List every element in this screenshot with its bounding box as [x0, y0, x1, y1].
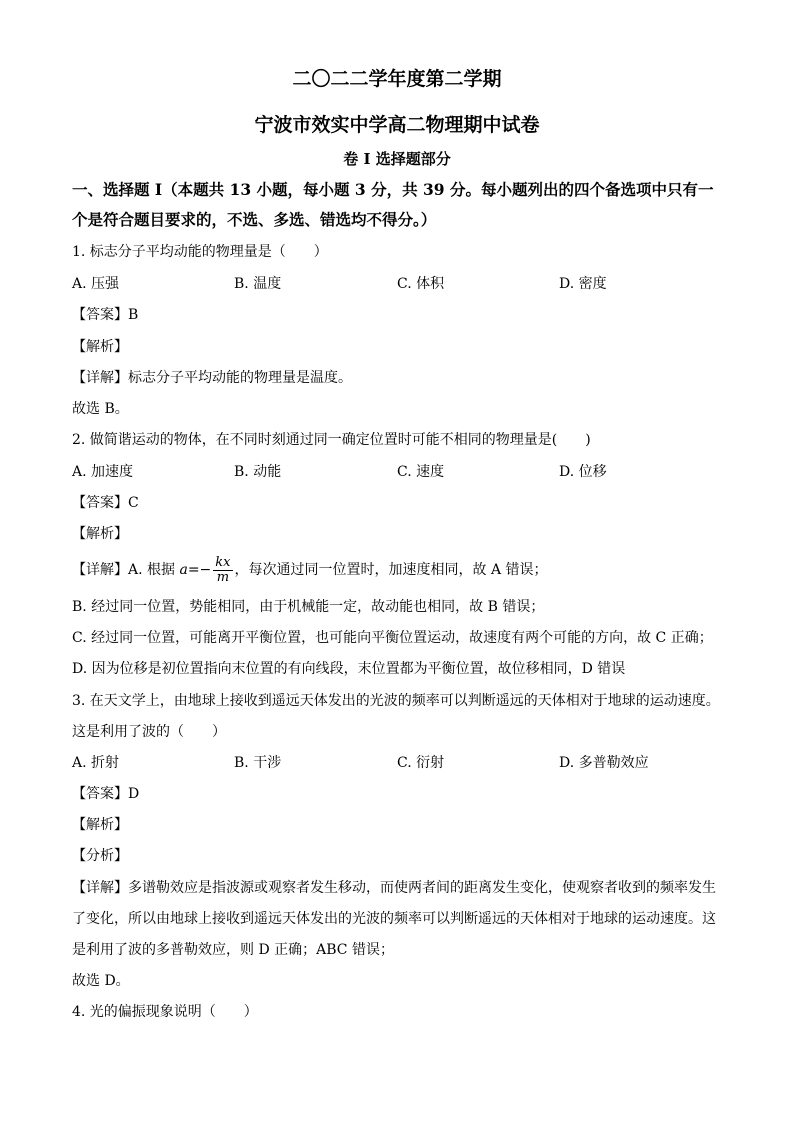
- q2-stem: 2. 做简谐运动的物体，在不同时刻通过同一确定位置时可能不相同的物理量是( ): [72, 432, 591, 448]
- formula-fraction: [213, 556, 232, 585]
- q3-fenxi: 【分析】: [72, 848, 128, 864]
- part-heading: 卷 I 选择题部分: [343, 150, 451, 168]
- exam-term-title: 二〇二二学年度第二学期: [292, 68, 502, 90]
- exam-school-title: 宁波市效实中学高二物理期中试卷: [254, 114, 540, 136]
- formula-lhs: a=−: [179, 562, 212, 578]
- q1-option-b: B. 温度: [234, 276, 282, 292]
- q3-answer: 【答案】D: [72, 786, 140, 802]
- q3-detail-line-2: 了变化，所以由地球上接收到遥远天体发出的光波的频率可以判断遥远的天体相对于地球的运动速度。这: [72, 911, 716, 927]
- q3-conclusion: 故选 D。: [72, 973, 130, 989]
- q1-analysis: 【解析】: [72, 339, 128, 355]
- q2-analysis: 【解析】: [72, 526, 128, 542]
- q1-conclusion: 故选 B。: [72, 401, 129, 417]
- q3-detail-line-3: 是利用了波的多普勒效应，则 D 正确；ABC 错误；: [72, 942, 394, 958]
- q1-answer: 【答案】B: [72, 307, 139, 323]
- q1-stem: 1. 标志分子平均动能的物理量是（ ）: [72, 244, 328, 260]
- q2-detail-suffix: ，每次通过同一位置时，加速度相同，故 A 错误；: [234, 562, 548, 578]
- q1-option-c: C. 体积: [397, 276, 445, 292]
- q2-detail-b: B. 经过同一位置，势能相同，由于机械能一定，故动能也相同，故 B 错误；: [72, 599, 545, 615]
- section-instructions-line-2: 个是符合题目要求的，不选、多选、错选均不得分。）: [72, 210, 437, 229]
- section-instructions-line-1: 一、选择题 I（本题共 13 小题，每小题 3 分，共 39 分。每小题列出的四个备选项中只有一: [72, 180, 714, 199]
- q3-analysis: 【解析】: [72, 817, 128, 833]
- q3-detail-line-1: 【详解】多谱勒效应是指波源或观察者发生移动，而使两者间的距离发生变化，使观察者收到的频率发生: [72, 880, 716, 896]
- q2-option-a: A. 加速度: [72, 464, 134, 480]
- q1-option-a: A. 压强: [72, 276, 120, 292]
- q2-detail-d: D. 因为位移是初位置指向末位置的有向线段，末位置都为平衡位置，故位移相同，D 错误: [72, 661, 626, 677]
- q3-option-a: A. 折射: [72, 755, 120, 771]
- formula-numerator: kx: [215, 554, 231, 570]
- q3-option-c: C. 衍射: [397, 755, 445, 771]
- q3-stem-line-1: 3. 在天文学上，由地球上接收到遥远天体发出的光波的频率可以判断遥远的天体相对于地球的运动速度。: [72, 693, 720, 709]
- q3-option-d: D. 多普勒效应: [559, 755, 649, 771]
- q1-option-d: D. 密度: [559, 276, 607, 292]
- q2-detail-a: [72, 553, 722, 587]
- q3-option-b: B. 干涉: [234, 755, 282, 771]
- q2-detail-c: C. 经过同一位置，可能离开平衡位置，也可能向平衡位置运动，故速度有两个可能的方向，故 C 正确；: [72, 630, 713, 646]
- formula-denominator: m: [216, 569, 230, 585]
- q3-stem-line-2: 这是利用了波的（ ）: [72, 724, 226, 740]
- q2-detail-prefix: 【详解】A. 根据: [72, 562, 180, 578]
- q2-option-b: B. 动能: [234, 464, 282, 480]
- q2-option-d: D. 位移: [559, 464, 607, 480]
- q4-stem: 4. 光的偏振现象说明（ ）: [72, 1004, 258, 1020]
- q2-answer: 【答案】C: [72, 495, 139, 511]
- q1-detail: 【详解】标志分子平均动能的物理量是温度。: [72, 370, 352, 386]
- q2-option-c: C. 速度: [397, 464, 445, 480]
